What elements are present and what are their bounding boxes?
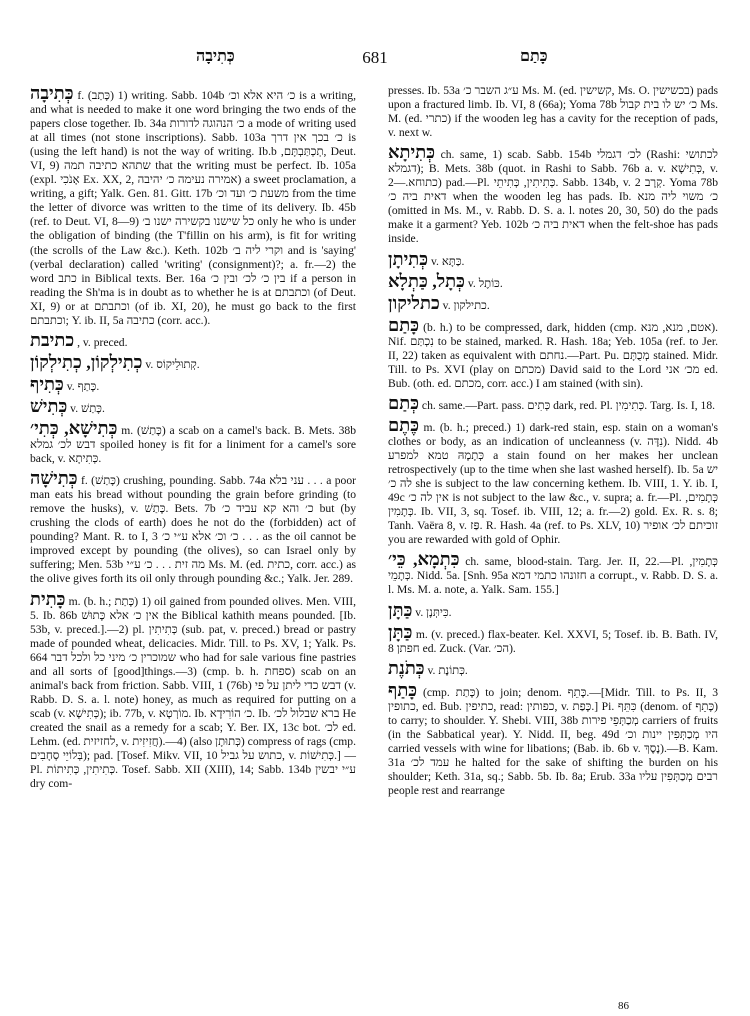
dictionary-entry — [388, 601, 718, 620]
entry-headword: כְּתַם — [388, 392, 420, 413]
entry-text: m. (b. h.; כָּתַת) 1) oil gained from pounded olives. Men. VIII, 5. Ib. 86b אין כ׳ אלא כָּתוּשׁ the Biblical kathith means pounded. [Ib. 53b, v. preced.].—2) pl. כְּתִיתִין (sub. pat, v. preced.) bread or pastry made of pounded wheat, delicacies. Midr. Till. to Ps. XV, 1; Yalk. Ps. 664 שמוכרין כ׳ מיני כל ולכל דבר who had for sale various fine pastries and all sorts of [good]things.—3) (cmp. b. h. ספחת) scab on an animal's back from friction. Sabb. VIII, 1 (76b) דבש כדי ליתן על פי (v. Rabb. D. S. a. l. note) honey, as much as required for putting on a scab (v. כְּתִישָׁא); ib. 77b, v. מוֹרְטָא. Ib. כ׳ הוֹרִידָא. Ib. ברא שבלול לכ׳ He created the snail as a remedy for a scab; Y. Ber. IX, 13c bot. לכ׳ ed. Lehm. (ed. לחזיזית, v. חֲזִיזִית).—4) (also כְּתוּתָן) compress of rags (cmp. בְּלוֹיֵי סְחָבִים); pad. [Tosef. Mikv. VII, 10 כתוש על גביל, v. כְּתִישׁוֹת.] —Pl. כְּתִיתִין, כְּתִיתוֹת. Tosef. Sabb. XII (XIII), 14; Sabb. 134b ע״י יבשין dry com- — [30, 594, 356, 791]
dictionary-entry — [388, 272, 718, 291]
entry-text: v. כָּתַף. — [66, 379, 100, 393]
right-column — [388, 84, 718, 798]
dictionary-entry — [388, 394, 718, 413]
entry-text: f. (כָּתַשׁ) crushing, pounding. Sabb. 74a עני בלא . . . a poor man eats his bread without pounding the grain before grinding (to remove the husks), v. כָּתַשׁ. Bets. 7b כ׳ והא קא עביד כ׳ but (by crushing the clods of earth) does he not do the (forbidden) act of pounding? Mant. R. to I, 3 כ׳ וכ׳ אלא ע״י כ׳ . . . as the oil cannot be improved except by pounding (the olives), so can Israel only by suffering; Men. 53b מה זית . . . כ׳ ע״י Ms. M. (ed. כתית, corr. acc.) as the olive gives forth its oil only through pounding &c.; Yalk. Jer. 289. — [30, 474, 357, 586]
header-right-guide-word: כָּתַם — [520, 48, 548, 65]
entry-headword: כְּתִישָׁא, כְּתִי׳ — [30, 417, 118, 438]
entry-headword: כְּתָל, כַּתְלָא — [388, 270, 465, 291]
entry-text: m. (כָּתַשׁ) a scab on a camel's back. B. Mets. 38b דבש לכ׳ גמלא spoiled honey is fit for a liniment for a camel's sore back, v. כְּתִיתָא. — [30, 423, 356, 466]
dictionary-entry — [388, 250, 718, 269]
entry-text: v. כּוֹתֶל. — [467, 276, 503, 290]
dictionary-entry — [388, 623, 718, 656]
dictionary-entry — [388, 659, 718, 678]
entry-text: f. (כָּתַב) 1) writing. Sabb. 104b כ׳ היא אלא וכ׳ is a writing, and what is needed to make it one word bringing the two ends of the papers close together. Ib. 34a כ׳ הנהוגה לדורות a mode of writing used at all times (not stone inscriptions). Sabb. 103a כ׳ בכך אין דרך is (using the left hand) is not the way of writing. Ib.b ,תְכְתַּבְתָּם, Deut. VI, 9) שתהא כתיבה תמה that the writing must be perfect. Ib. 105a (expl. אָנֹכִי Ex. XX, 2, אמירה נעימה כ׳ יהיבה) a sweet proclamation, a writing, a gift; Yalk. Gen. 81. Gitt. 17b משעת כ׳ ועד וכ׳ from the time the letter of divorce was written to the time of its delivery. Ib. 45b (ref. to Deut. VI, 8—9) כל שישנו בקשירה ישנו ב׳ only he who is under the obligation of binding (the T'fillin on his arm), is fit for writing (the scrolls of the Law &c.). Keth. 102b וקרי ליה ב׳ and is 'saying' (verbal declaration) called 'writing' (consignment)?; a. fr.—2) the word כתב in Biblical texts. Ber. 16a בין כ׳ לכ׳ ובין כ׳ if a person in reading the Sh'ma is in doubt as to whether he is at וכתבתם (of Deut. XI, 9) or at וכתבתם (of ib. XI, 20), he must go back to the first וכתבתם; Y. ib. II, 5a כתיבה (corr. acc.). — [30, 89, 357, 327]
page-number: 681 — [362, 48, 388, 67]
dictionary-entry — [30, 353, 356, 372]
dictionary-entry — [388, 416, 718, 547]
entry-headword: כָּתַם — [388, 314, 420, 335]
entry-headword: כְּתִיתָן — [388, 248, 429, 269]
dictionary-entry — [30, 84, 356, 328]
dictionary-entry — [388, 294, 718, 313]
dictionary-entry — [30, 375, 356, 394]
entry-headword: כְּתִיבָה — [30, 83, 74, 103]
page-header — [0, 48, 750, 70]
entry-headword: כתיבת — [30, 329, 75, 350]
dictionary-entry — [388, 143, 718, 246]
entry-text: ch. same.—Part. pass. כְּתִים dark, red. Pl. כְּתִימִין. Targ. Is. I, 18. — [421, 398, 716, 412]
entry-headword: כָּתִית — [30, 588, 66, 609]
header-left-guide-word: כְּתִיבָה — [196, 48, 235, 65]
entry-headword: כִּתְמָא, כֵּי׳ — [388, 549, 460, 570]
entry-text: v. קְתוּלֵיקוֹס. — [145, 357, 200, 371]
left-column — [30, 84, 356, 791]
dictionary-entry — [30, 469, 356, 586]
entry-text: ch. same, blood-stain. Targ. Jer. II, 22.—Pl. כְּתָמִין, כְּתָמֵי. Nidd. 5a. [Snh. 95a חזונהו כתמי דמא a corrupt., v. Rabb. D. S. a. l. Ms. M. a. note, a. Yalk. Sam. 155.] — [388, 555, 718, 597]
entry-headword: כַּתָּן — [388, 599, 413, 620]
entry-text: presses. Ib. 53a ע״ג השבר כ׳ Ms. M. (ed. קשישין, Ms. O. בכשישין) pads upon a fractured limb. Ib. VI, 8 (66a); Yoma 78b כ׳ יש לו בית קבול Ms. M. (ed. כתרי) if the wooden leg has a cavity for the reception of pads, v. next w. — [388, 84, 719, 140]
entry-text: v. כָּתַשׁ. — [70, 401, 105, 415]
entry-headword: כַּתָּן — [388, 621, 413, 642]
entry-text: v. כִּיתְּנָן. — [415, 605, 452, 619]
entry-headword: כְּתִיף — [30, 373, 64, 394]
entry-headword: כָּתַף — [388, 679, 418, 700]
dictionary-entry — [30, 419, 356, 466]
entry-text: m. (v. preced.) flax-beater. Kel. XXVI, 5; Tosef. ib. B. Bath. IV, 8 חפתן ed. Zuck. (Var. הכ׳). — [388, 627, 718, 655]
entry-headword: כֶּתֶם — [388, 414, 420, 435]
entry-headword: כְּתִיתָא — [388, 142, 436, 163]
entry-headword: כְתִילְקוֹן, כְתִילְקוֹן — [30, 351, 143, 372]
entry-text: ch. same, 1) scab. Sabb. 154b לכ׳ דגמלי (Rashi: לכתושי דגמלא); B. Mets. 38b (quot. in Rashi to Sabb. 76b a. v. כְּתִישָׁא, v. כתוחא.—2) pad.—Pl. כְּתִיתִין, כְּתִיתֵי. Sabb. 134b, v. קְרָב 2. Yoma 78b דאית ביה כ׳ when the wooden leg has pads. Ib. כ׳ משוי ליה מנא (omitted in Ms. M., v. Rabb. D. S. a. l. notes 20, 30, 50) do the pads make it a garment? Yeb. 102b דאית ביה כ׳ when the felt-shoe has pads inside. — [388, 148, 719, 246]
entry-text: , v. preced. — [77, 335, 128, 349]
signature-mark: 86 — [618, 1000, 629, 1012]
dictionary-entry — [388, 84, 718, 140]
entry-text: (b. h.) to be compressed, dark, hidden (cmp. אטם, מנא, מנא). Nif. נִכְתַּם to be stained, marked. R. Hash. 18a; Yeb. 105a (ref. to Jer. II, 22) taken as equivalent with נחתם.—Part. Pu. מְכֻתָּם stained. Midr. Till. to Ps. XVI (play on מכתם) David said to the Lord מכ׳ אני ed. Bub. (oth. ed. מכתם, corr. acc.) I am stained (with sin). — [388, 320, 718, 390]
entry-text: (cmp. כָּתַת) to join; denom. כָּתֵף.—[Midr. Till. to Ps. II, 3 כתופין, ed. Bub. כתיפין, read: כפותין, v. כָּפַת.] Pi. כִּתֵּף (denom. of כָּתֵף) to carry; to shoulder. Y. Shebi. VIII, 38b מְכַתְּפֵי פירות carriers of fruits (in the Sabbatical year). Y. Nidd. II, beg. 49d היו מְכַתְּפִין יינות וכ׳ carried vessels with wine for libations; (Bab. ib. 6b v. נֶסֶךְ).—B. Kam. 31a עמד לכ׳ he halted for the sake of shifting the burden on his shoulder; Keth. 31a, sq.; Sabb. 5b. Ib. 8a; Erub. 33a רבים מְכַתְּפִין עליו people rest and rearrange — [388, 685, 719, 798]
dictionary-entry — [30, 397, 356, 416]
entry-text: v. כתילקון. — [442, 298, 490, 312]
dictionary-entry — [388, 550, 718, 597]
entry-headword: כְּתִישׁ — [30, 395, 68, 416]
dictionary-entry — [388, 681, 718, 798]
entry-headword: כְּתֹנֶת — [388, 657, 425, 678]
entry-text: v. כְּתוֹנֶת. — [427, 663, 468, 677]
entry-text: m. (b. h.; preced.) 1) dark-red stain, esp. stain on a woman's clothes or body, as an indication of uncleanness (v. נִדָּה). Nidd. 4b כְּתָמָהּ טמא למפרע a stain found on her makes her unclean retrospectively (up to the time when she last washed herself). Ib. 5a יש לה כ׳ she is subject to the law concerning kethem. Ib. VIII, 1. Y. ib. I, 49c אין לה כ׳ is not subject to the law &c., v. supra; a. fr.—Pl. כְּתָמִים, כְּתָמִין. Ib. VII, 3, sq. Tosef. ib. VIII, 12; a. fr.—2) gold. Ex. R. s. 8; Tanh. Vaëra 8, v. פַּז. R. Hash. 4a (ref. to Ps. XLV, 10) זוכיתם לכ׳ אופיר you are rewarded with gold of Ophir. — [388, 420, 719, 547]
entry-text: v. כַּתָּא. — [430, 254, 465, 268]
entry-headword: כתליקון — [388, 292, 440, 313]
dictionary-entry — [388, 316, 718, 391]
dictionary-entry — [30, 331, 356, 350]
entry-headword: כְּתִישָׁה — [30, 468, 78, 489]
dictionary-entry — [30, 590, 356, 792]
